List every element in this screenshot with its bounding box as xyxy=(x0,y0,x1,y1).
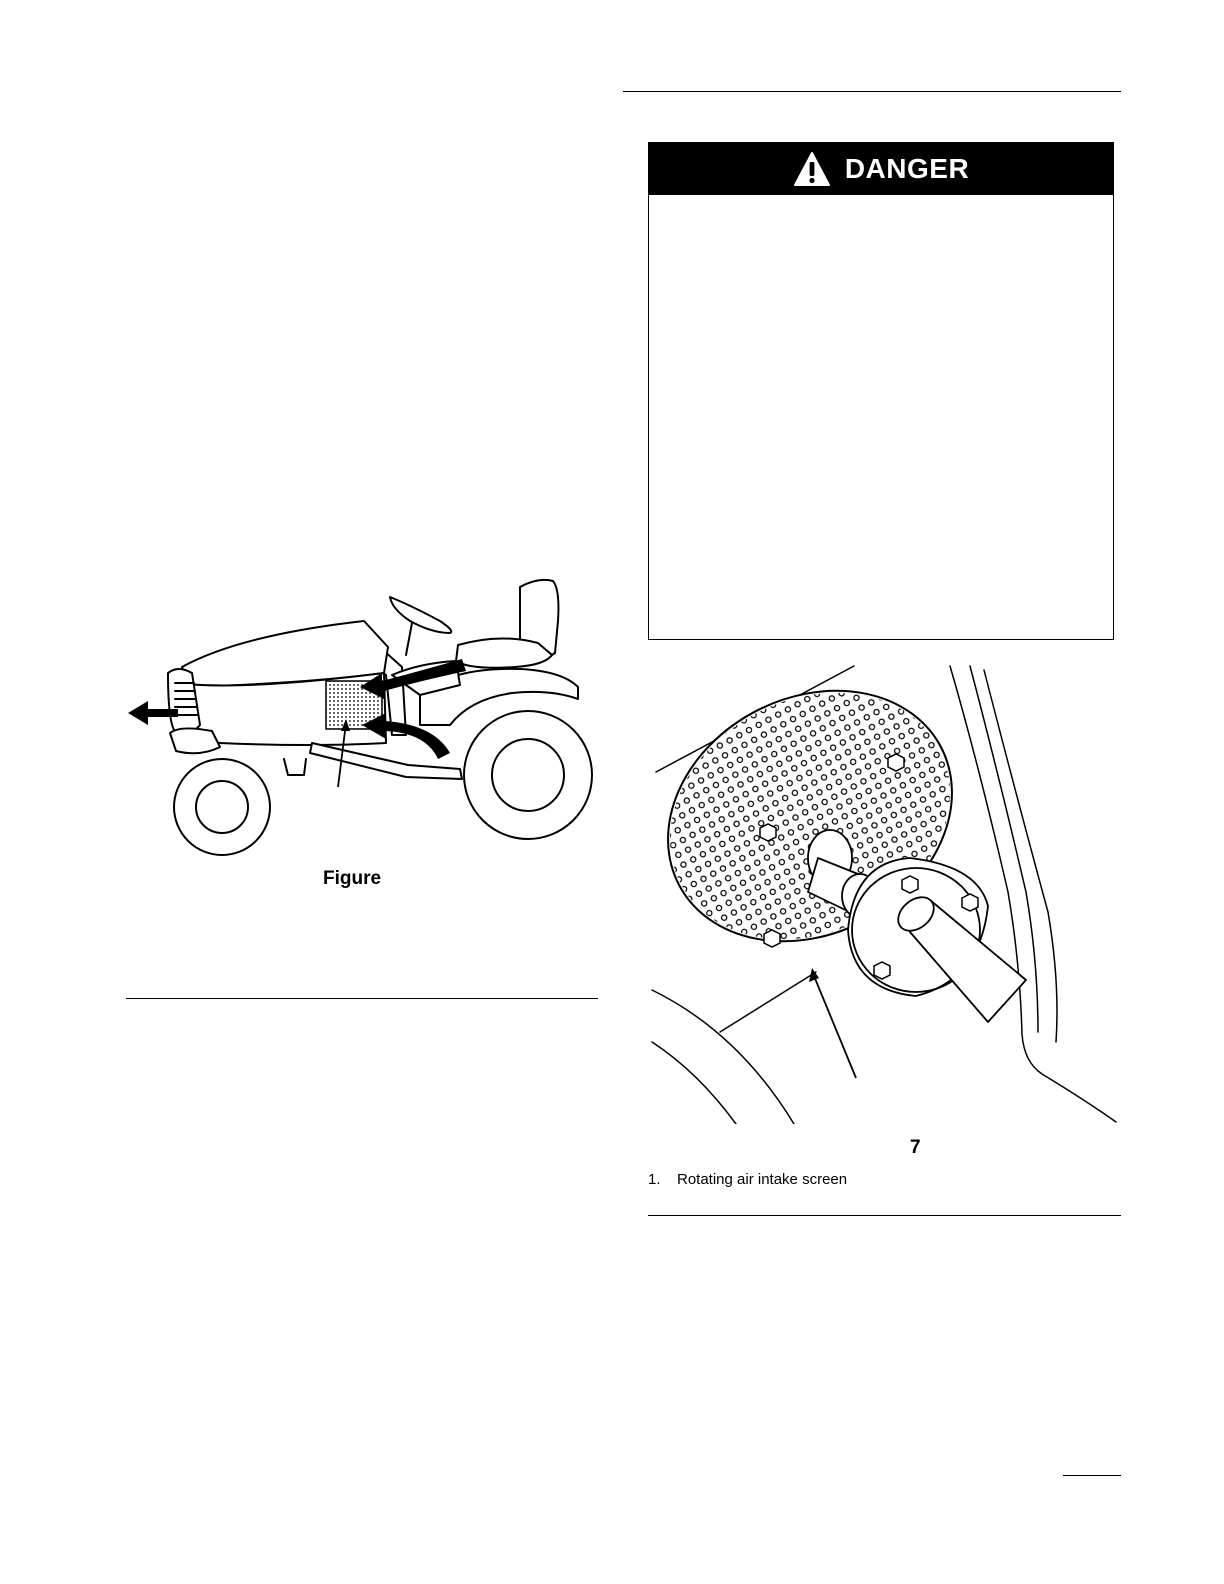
callout-list xyxy=(648,1171,847,1188)
list-item xyxy=(648,1171,847,1188)
warning-triangle-icon xyxy=(793,151,831,187)
tractor-airflow-illustration xyxy=(120,575,600,860)
section-rule xyxy=(648,1215,1121,1216)
callout-number: 1. xyxy=(648,1171,661,1188)
figure-number: 7 xyxy=(910,1137,921,1158)
rotating-screen-illustration xyxy=(648,662,1120,1124)
danger-header xyxy=(649,143,1113,195)
section-rule xyxy=(126,998,598,999)
figure-caption: Figure xyxy=(323,868,382,889)
top-rule xyxy=(623,91,1121,92)
danger-safety-box xyxy=(648,142,1114,640)
callout-text: Rotating air intake screen xyxy=(677,1171,848,1188)
danger-label: DANGER xyxy=(844,153,970,184)
page-footer-rule xyxy=(1063,1475,1121,1476)
